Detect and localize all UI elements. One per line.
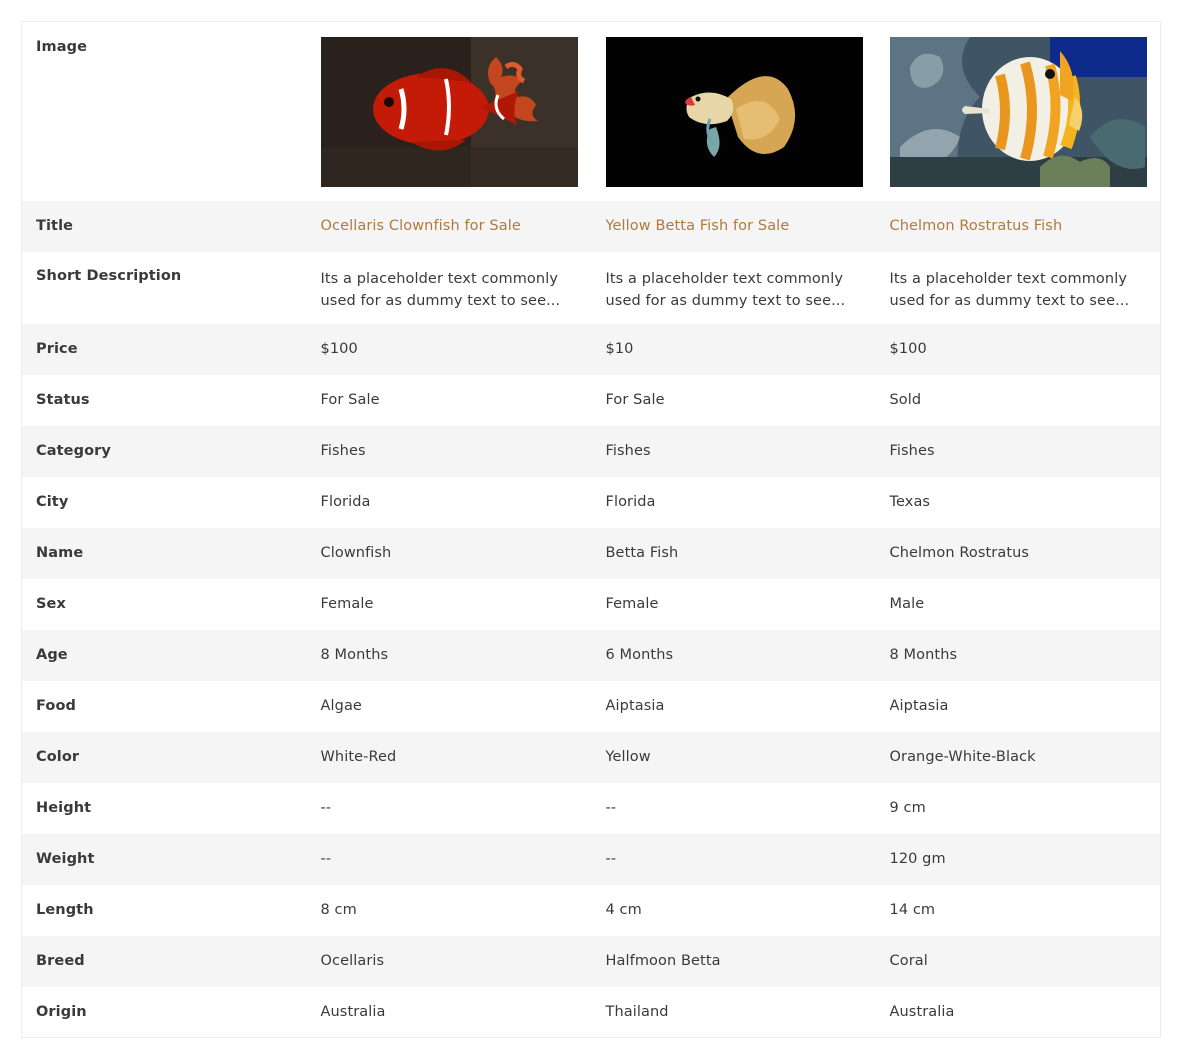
product-image-cell <box>591 22 875 201</box>
product-weight: -- <box>591 834 875 885</box>
row-label-status: Status <box>36 392 90 408</box>
row-label-length: Length <box>36 902 94 918</box>
product-price: $100 <box>875 324 1161 375</box>
product-price: $10 <box>591 324 875 375</box>
product-name: Chelmon Rostratus <box>875 528 1161 579</box>
age-row <box>22 630 1161 681</box>
product-city: Florida <box>605 494 656 510</box>
product-short-description: Its a placeholder text commonly used for as dummy text to see... <box>320 270 561 309</box>
short-description-row <box>22 252 1161 324</box>
row-label-category: Category <box>22 426 306 477</box>
product-title-link[interactable]: Yellow Betta Fish for Sale <box>605 218 790 234</box>
sex-row <box>22 579 1161 630</box>
length-row <box>22 885 1161 936</box>
product-status: For Sale <box>320 392 380 408</box>
row-label-city: City <box>36 494 69 510</box>
product-origin: Thailand <box>605 1003 669 1020</box>
product-food: Aiptasia <box>889 698 949 714</box>
row-label-age: Age <box>22 630 306 681</box>
product-weight: 120 gm <box>875 834 1161 885</box>
product-length: 4 cm <box>605 902 642 918</box>
row-label-color: Color <box>22 732 306 783</box>
product-food: Algae <box>320 698 362 714</box>
product-weight: -- <box>306 834 591 885</box>
product-title-link[interactable]: Ocellaris Clownfish for Sale <box>320 218 521 234</box>
row-label-short-description: Short Description <box>36 267 182 284</box>
product-color: White-Red <box>306 732 591 783</box>
image-row <box>22 22 1161 201</box>
product-height: -- <box>320 800 332 816</box>
product-age: 8 Months <box>875 630 1161 681</box>
row-label-price: Price <box>22 324 306 375</box>
city-row <box>22 477 1161 528</box>
product-height: -- <box>605 800 617 816</box>
row-label-image: Image <box>36 39 88 55</box>
betta-fish-photo[interactable] <box>606 37 863 187</box>
status-row <box>22 375 1161 426</box>
product-comparison-table <box>21 21 1161 1038</box>
product-breed: Halfmoon Betta <box>591 936 875 987</box>
product-origin: Australia <box>889 1003 955 1020</box>
product-city: Florida <box>320 494 371 510</box>
product-image-link[interactable] <box>606 37 863 187</box>
color-row <box>22 732 1161 783</box>
row-label-breed: Breed <box>22 936 306 987</box>
category-row <box>22 426 1161 477</box>
product-height: 9 cm <box>889 800 926 816</box>
product-category: Fishes <box>306 426 591 477</box>
product-status: For Sale <box>605 392 665 408</box>
clownfish-photo[interactable] <box>321 37 578 187</box>
product-image-link[interactable] <box>321 37 579 187</box>
product-status: Sold <box>889 392 922 408</box>
product-breed: Coral <box>875 936 1161 987</box>
row-label-title: Title <box>22 201 306 252</box>
product-color: Orange-White-Black <box>875 732 1161 783</box>
product-sex: Male <box>889 596 925 612</box>
product-category: Fishes <box>591 426 875 477</box>
title-row <box>22 201 1161 252</box>
product-length: 8 cm <box>320 902 357 918</box>
product-age: 8 Months <box>306 630 591 681</box>
product-short-description: Its a placeholder text commonly used for as dummy text to see... <box>889 270 1130 309</box>
product-title-link[interactable]: Chelmon Rostratus Fish <box>889 218 1063 234</box>
product-sex: Female <box>320 596 374 612</box>
product-breed: Ocellaris <box>306 936 591 987</box>
butterflyfish-photo[interactable] <box>890 37 1147 187</box>
product-color: Yellow <box>591 732 875 783</box>
breed-row <box>22 936 1161 987</box>
row-label-food: Food <box>36 698 77 714</box>
product-name: Betta Fish <box>591 528 875 579</box>
product-image-cell <box>875 22 1161 201</box>
product-price: $100 <box>306 324 591 375</box>
product-age: 6 Months <box>591 630 875 681</box>
height-row <box>22 783 1161 834</box>
origin-row <box>22 987 1161 1038</box>
product-food: Aiptasia <box>605 698 665 714</box>
food-row <box>22 681 1161 732</box>
row-label-name: Name <box>22 528 306 579</box>
product-origin: Australia <box>320 1003 386 1020</box>
row-label-weight: Weight <box>22 834 306 885</box>
product-image-link[interactable] <box>890 37 1149 187</box>
product-length: 14 cm <box>889 902 936 918</box>
price-row <box>22 324 1161 375</box>
product-sex: Female <box>605 596 659 612</box>
product-name: Clownfish <box>306 528 591 579</box>
name-row <box>22 528 1161 579</box>
row-label-sex: Sex <box>36 596 66 612</box>
product-city: Texas <box>889 494 931 510</box>
comparison-table-container <box>21 21 1160 1038</box>
row-label-height: Height <box>36 800 92 816</box>
product-image-cell <box>306 22 591 201</box>
weight-row <box>22 834 1161 885</box>
product-category: Fishes <box>875 426 1161 477</box>
row-label-origin: Origin <box>36 1003 87 1020</box>
product-short-description: Its a placeholder text commonly used for as dummy text to see... <box>605 270 846 309</box>
